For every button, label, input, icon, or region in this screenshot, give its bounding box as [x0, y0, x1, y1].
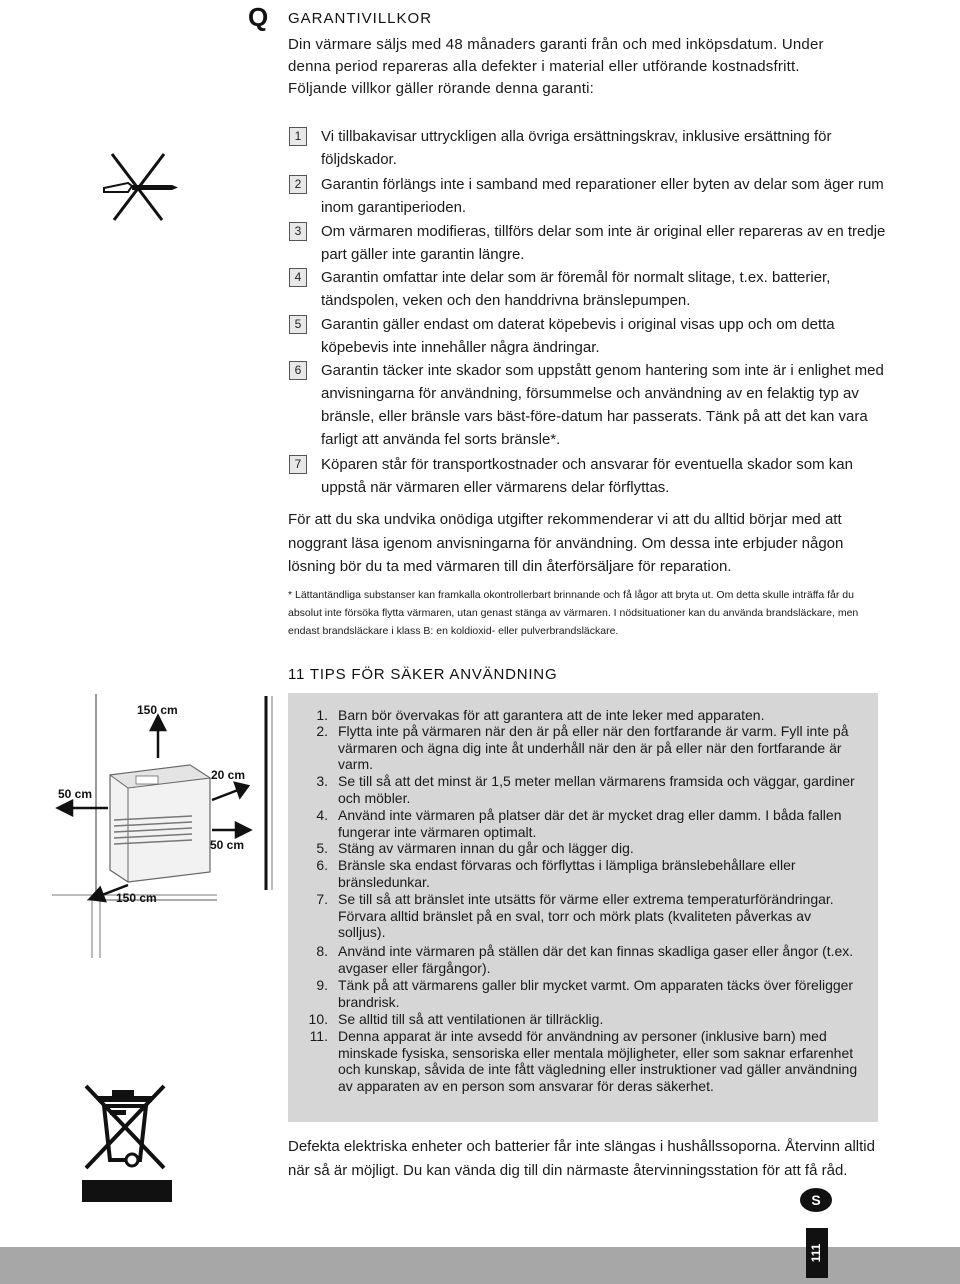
condition-number: 2: [289, 175, 307, 194]
tip-text: Använd inte värmaren på platser där det är mycket drag eller damm. I båda fallen fungerar inte värmaren optimalt.: [338, 807, 842, 840]
weee-bin-icon: [80, 1082, 172, 1182]
clearance-right-label: 50 cm: [210, 838, 245, 852]
tip-text: Stäng av värmaren innan du går och lägger dig.: [338, 840, 634, 856]
tip-text: Flytta inte på värmaren när den är på eller när den fortfarande är varm. Fyll inte på värmaren och ägna dig inte åt underhåll när den är på eller när den fortfarande är varm.: [338, 723, 849, 772]
condition-number: 6: [289, 361, 307, 380]
advice-paragraph: För att du ska undvika onödiga utgifter rekommenderar vi att du alltid börjar med att noggrant läsa igenom anvisningarna för användning. Om dessa inte erbjuder någon lösning bör du ta med värmaren till din återförsäljare för reparation.: [288, 511, 844, 575]
section-letter: Q: [248, 2, 269, 32]
tip-number: 4.: [316, 807, 328, 823]
disposal-text: Defekta elektriska enheter och batterier får inte slängas i hushållssoporna. Återvinn alltid när så är möjligt. Du kan vända dig till din närmaste återvinningsstation för att få råd.: [288, 1138, 875, 1179]
tip-text: Se till så att bränslet inte utsätts för värme eller extrema temperaturförändringar. Förvara alltid bränslet på en sval, torr och mörk plats (kvaliteten påverkas av solljus).: [338, 891, 834, 940]
condition-number: 7: [289, 455, 307, 474]
intro-line: denna period repareras alla defekter i material eller utförande kostnadsfritt.: [288, 58, 800, 75]
clearance-front-label: 150 cm: [116, 891, 157, 905]
heater-clearance-diagram: [52, 690, 282, 960]
tip-number: 5.: [316, 840, 328, 856]
condition-text: Garantin omfattar inte delar som är föremål för normalt slitage, t.ex. batterier, tändspolen, veken och den handdrivna bränslepumpen.: [321, 269, 831, 309]
tip-number: 7.: [316, 891, 328, 907]
tip-number: 3.: [316, 773, 328, 789]
page-number: 111: [809, 1243, 824, 1263]
intro-line: Din värmare säljs med 48 månaders garanti från och med inköpsdatum. Under: [288, 36, 824, 53]
clearance-side-label: 20 cm: [211, 768, 246, 782]
tip-text: Bränsle ska endast förvaras och förflyttas i lämpliga bränslebehållare eller bränsledunkar.: [338, 857, 796, 890]
tip-text: Barn bör övervakas för att garantera att de inte leker med apparaten.: [338, 707, 765, 723]
tip-number: 2.: [316, 723, 328, 739]
clearance-left-label: 50 cm: [58, 787, 93, 801]
condition-number: 5: [289, 315, 307, 334]
intro-line: Följande villkor gäller rörande denna garanti:: [288, 80, 595, 97]
tip-number: 6.: [316, 857, 328, 873]
tip-number: 11.: [309, 1028, 328, 1044]
condition-text: Garantin gäller endast om daterat köpebevis i original visas upp och om detta köpebevis inte innehåller några ändringar.: [321, 316, 835, 356]
tip-text: Denna apparat är inte avsedd för användning av personer (inklusive barn) med minskade fysiska, sensoriska eller mentala möjligheter, eller som saknar erfarenhet och kunskap, såvida de inte fått vägledning eller instruktioner vad gäller användning av apparaten av en person som ansvarar för deras säkerhet.: [338, 1028, 858, 1094]
condition-text: Garantin täcker inte skador som uppstått genom hantering som inte är i enlighet med anvisningarna för användning, försummelse och användning av en felaktig typ av bränsle, eller bränsle vars bäst-före-datum har passerats. Tänk på att det kan vara farligt att använda fel sorts bränsle*.: [321, 362, 884, 448]
condition-text: Om värmaren modifieras, tillförs delar som inte är original eller repareras av en tredje part gäller inte garantin längre.: [321, 223, 886, 263]
condition-number: 4: [289, 268, 307, 287]
tip-number: 1.: [316, 707, 328, 723]
no-screwdriver-icon: [98, 152, 180, 222]
tips-heading: 11 TIPS FÖR SÄKER ANVÄNDNING: [288, 666, 558, 683]
tip-number: 10.: [308, 1011, 328, 1027]
page-number-vertical: [806, 1228, 828, 1278]
tip-text: Se alltid till så att ventilationen är tillräcklig.: [338, 1011, 604, 1027]
footnote: * Lättantändliga substanser kan framkalla okontrollerbart brinnande och få lågor att bryta ut. Om detta skulle inträffa får du absolut inte försöka flytta värmaren, utan genast stänga av värmaren. I nödsituationer kan du använda brandsläckare, men endast brandsläckare i klass B: en koldioxid- eller pulverbrandsläckare.: [288, 589, 859, 637]
tip-text: Använd inte värmaren på ställen där det kan finnas skadliga gaser eller ångor (t.ex. avgaser eller färgångor).: [338, 943, 854, 976]
clearance-top-label: 150 cm: [137, 703, 178, 717]
language-badge: S: [800, 1188, 832, 1212]
weee-bar: [82, 1180, 172, 1202]
tips-box: [288, 693, 878, 1122]
condition-number: 3: [289, 222, 307, 241]
section-title: GARANTIVILLKOR: [288, 10, 433, 27]
tip-number: 9.: [316, 977, 328, 993]
tip-text: Se till så att det minst är 1,5 meter mellan värmarens framsida och väggar, gardiner och möbler.: [338, 773, 855, 806]
tip-number: 8.: [316, 943, 328, 959]
condition-text: Vi tillbakavisar uttryckligen alla övriga ersättningskrav, inklusive ersättning för följdskador.: [321, 128, 832, 168]
condition-number: 1: [289, 127, 307, 146]
tip-text: Tänk på att värmarens galler blir mycket varmt. Om apparaten täcks över föreligger brandrisk.: [338, 977, 854, 1010]
condition-text: Garantin förlängs inte i samband med reparationer eller byten av delar som äger rum inom garantiperioden.: [321, 176, 884, 216]
intro-paragraph: [288, 34, 888, 100]
condition-text: Köparen står för transportkostnader och ansvarar för eventuella skador som kan uppstå när värmaren eller värmarens delar förflyttas.: [321, 456, 853, 496]
